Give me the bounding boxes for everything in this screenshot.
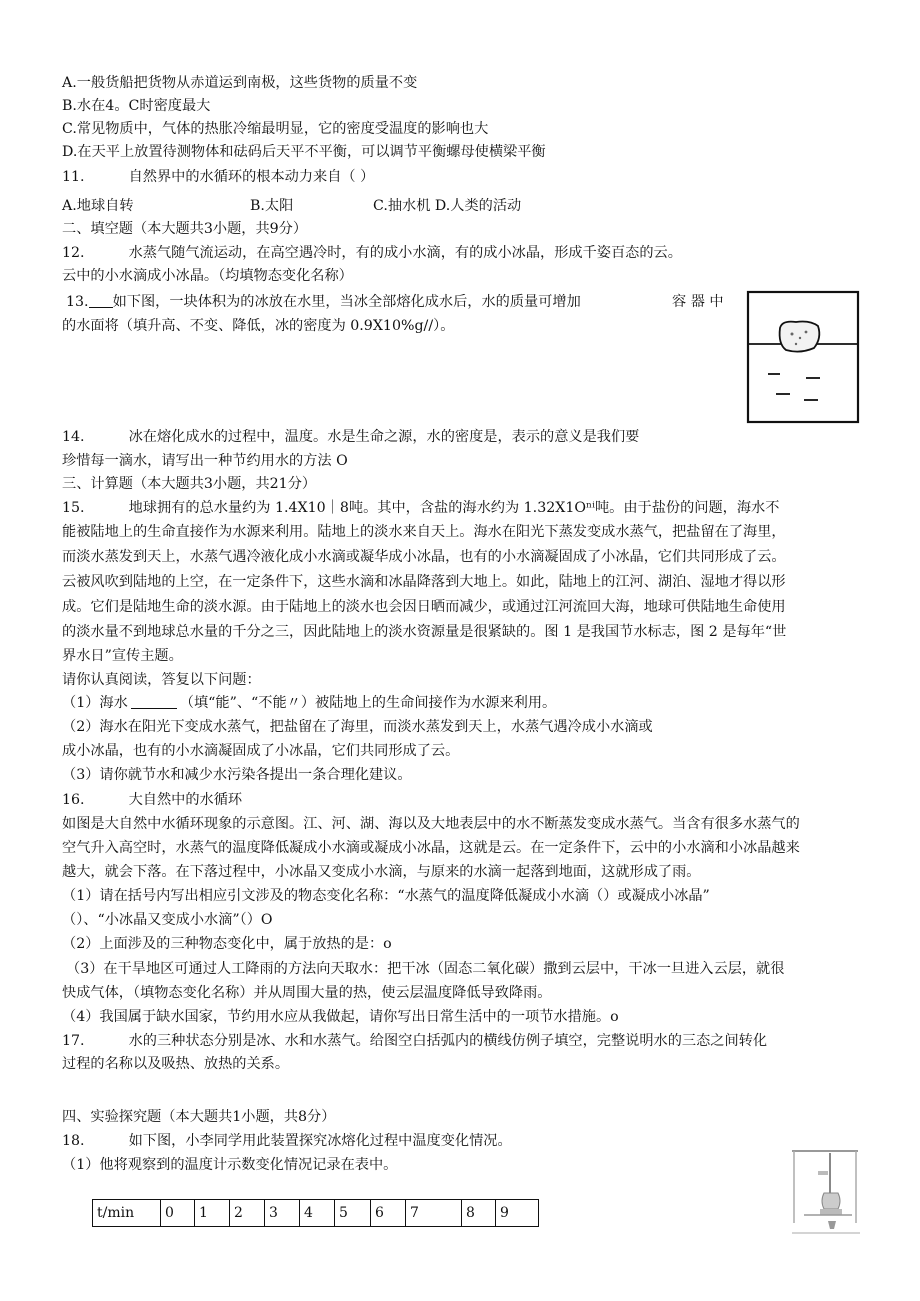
q15-text: 地球拥有的总水量约为 1.4X10｜8吨。其中，含盐的海水约为 1.32X1Oⁿⁱ吨。由于盐份的问题，海水不 (128, 500, 780, 516)
q11-stem (62, 167, 374, 187)
q14-line-1 (62, 427, 639, 447)
q16-sub-2: （2）上面涉及的三种物态变化中，属于放热的是：o (62, 936, 392, 952)
q16-paragraph-line-2: 空气升入高空时，水蒸气的温度降低凝成小水滴或凝成小冰晶，这就是云。在一定条件下，云中的小水滴和小冰晶越来 (62, 840, 800, 856)
q15-sub-1-end: （填“能”、“不能〃）被陆地上的生命间接作为水源来利用。 (179, 695, 557, 711)
table-header-cell: t/min (93, 1200, 161, 1227)
q11-option-b: B.太阳 (250, 198, 294, 214)
q14-number: 14. (62, 429, 85, 445)
q12-line-1 (62, 243, 682, 263)
q16-sub-1-line-1: （1）请在括号内写出相应引文涉及的物态变化名称：“水蒸气的温度降低凝成小水滴（）或凝成小冰晶” (62, 888, 710, 904)
q18-line-2: （1）他将观察到的温度计示数变化情况记录在表中。 (62, 1157, 398, 1173)
section-3-heading: 三、计算题（本大题共3小题，共21分） (62, 476, 317, 492)
q16-paragraph-line-1: 如图是大自然中水循环现象的示意图。江、河、湖、海以及大地表层中的水不断蒸发变成水蒸气。当含有很多水蒸气的 (62, 816, 800, 832)
q13-line-1-tail: 容 器 中 (672, 294, 724, 310)
q11-option-cd: C.抽水机 D.人类的活动 (373, 198, 522, 214)
section-4-heading: 四、实验探究题（本大题共1小题，共8分） (62, 1109, 336, 1125)
q15-line-4: 云被风吹到陆地的上空，在一定条件下，这些水滴和冰晶降落到大地上。如此，陆地上的江河、湖泊、湿地才得以形 (62, 574, 786, 590)
table-cell: 8 (462, 1200, 496, 1227)
table-cell: 6 (371, 1200, 406, 1227)
q11-text: 自然界中的水循环的根本动力来自（ ） (128, 169, 375, 185)
q15-sub-3: （3）请你就节水和减少水污染各提出一条合理化建议。 (62, 767, 412, 783)
table-cell: 7 (406, 1200, 462, 1227)
q15-line-2: 能被陆地上的生命直接作为水源来利用。陆地上的淡水来自天上。海水在阳光下蒸发变成水蒸气，把盐留在了海里， (62, 524, 786, 540)
q16-sub-3-line-2: 快成气体，（填物态变化名称）并从周围大量的热，使云层温度降低导致降雨。 (62, 985, 552, 1001)
table-cell: 2 (230, 1200, 265, 1227)
q17-number: 17. (62, 1033, 85, 1049)
q14-text: 冰在熔化成水的过程中，温度。水是生命之源，水的密度是，表示的意义是我们要 (128, 429, 640, 445)
table-cell: 4 (300, 1200, 335, 1227)
q15-line-7: 界水日”宣传主题。 (62, 648, 183, 664)
q10-option-c: C.常见物质中，气体的热胀冷缩最明显，它的密度受温度的影响也大 (62, 121, 489, 137)
q12-line-2: 云中的小水滴成小冰晶。（均填物态变化名称） (62, 268, 353, 284)
q10-option-b: B.水在4。C时密度最大 (62, 98, 211, 114)
q17-line-1 (62, 1031, 767, 1051)
q15-line-5: 成。它们是陆地生命的淡水源。由于陆地上的淡水也会因日晒而减少，或通过江河流回大海，地球可供陆地生命使用 (62, 599, 786, 615)
q15-line-6: 的淡水量不到地球总水量的千分之三，因此陆地上的淡水资源量是很紧缺的。图 1 是我国节水标志，图 2 是每年“世 (62, 624, 787, 640)
q13-text: 如下图，一块体积为的冰放在水里，当冰全部熔化成水后，水的质量可增加 (112, 294, 581, 310)
ice-in-water-figure (740, 286, 866, 426)
q16-title-line (62, 790, 242, 810)
q15-sub-1-start: （1）海水 (62, 695, 128, 711)
q15-sub-2-line-2: 成小冰晶，也有的小水滴凝固成了小冰晶，它们共同形成了云。 (62, 743, 460, 759)
q11-number: 11. (62, 169, 85, 185)
q13-line-2: 的水面将（填升高、不变、降低，冰的密度为 0.9X10%g//）。 (62, 318, 455, 334)
ice-block (780, 322, 820, 352)
q11-option-a: A.地球自转 (62, 198, 134, 214)
q13-line-1 (66, 292, 581, 312)
table-cell: 1 (195, 1200, 230, 1227)
q15-number: 15. (62, 500, 85, 516)
table-cell: 3 (265, 1200, 300, 1227)
q10-option-a: A.一般货船把货物从赤道运到南极，这些货物的质量不变 (62, 75, 418, 91)
container-outline (748, 292, 858, 422)
q16-sub-1-line-2: （）、“小冰晶又变成小水滴”（）O (62, 912, 273, 928)
q18-text: 如下图，小李同学用此装置探究冰熔化过程中温度变化情况。 (128, 1133, 512, 1149)
q18-number: 18. (62, 1133, 85, 1149)
q15-sub-2-line-1: （2）海水在阳光下变成水蒸气，把盐留在了海里，而淡水蒸发到天上，水蒸气遇冷成小水滴或 (62, 719, 653, 735)
q15-line-1 (62, 498, 779, 518)
q16-sub-3-line-1: （3）在干旱地区可通过人工降雨的方法向天取水：把干冰（固态二氧化碳）撒到云层中，干冰一旦进入云层，就很 (66, 961, 785, 977)
q16-title: 大自然中的水循环 (128, 792, 243, 808)
melting-apparatus-figure (790, 1145, 862, 1237)
section-2-heading: 二、填空题（本大题共3小题，共9分） (62, 221, 308, 237)
answer-blank[interactable] (131, 694, 177, 709)
table-cell: 5 (335, 1200, 371, 1227)
q15-line-3: 而淡水蒸发到天上，水蒸气遇冷液化成小水滴或凝华成小冰晶，也有的小水滴凝固成了小冰晶，它们共同形成了云。 (62, 549, 786, 565)
temperature-table (92, 1199, 539, 1227)
q16-number: 16. (62, 792, 85, 808)
q15-prompt: 请你认真阅读，答复以下问题： (62, 672, 261, 688)
table-cell: 9 (496, 1200, 539, 1227)
q13-number: 13. (66, 294, 89, 310)
q14-line-2: 珍惜每一滴水，请写出一种节约用水的方法 O (62, 453, 348, 469)
q17-text: 水的三种状态分别是冰、水和水蒸气。给图空白括弧内的横线仿例子填空，完整说明水的三态之间转化 (128, 1033, 768, 1049)
table-cell: 0 (161, 1200, 195, 1227)
q18-line-1 (62, 1131, 512, 1151)
q12-text: 水蒸气随气流运动，在高空遇冷时，有的成小水滴，有的成小冰晶，形成千姿百态的云。 (128, 245, 682, 261)
q17-line-2: 过程的名称以及吸热、放热的关系。 (62, 1056, 290, 1072)
q12-number: 12. (62, 245, 85, 261)
table-row (93, 1200, 539, 1227)
q16-paragraph-line-3: 越大，就会下落。在下落过程中，小冰晶又变成小水滴，与原来的水滴一起落到地面，这就形成了雨。 (62, 864, 701, 880)
q15-sub-1 (62, 693, 556, 713)
q10-option-d: D.在天平上放置待测物体和砝码后天平不平衡，可以调节平衡螺母使横梁平衡 (62, 144, 546, 160)
q16-sub-4: （4）我国属于缺水国家，节约用水应从我做起，请你写出日常生活中的一项节水措施。o (62, 1009, 619, 1025)
